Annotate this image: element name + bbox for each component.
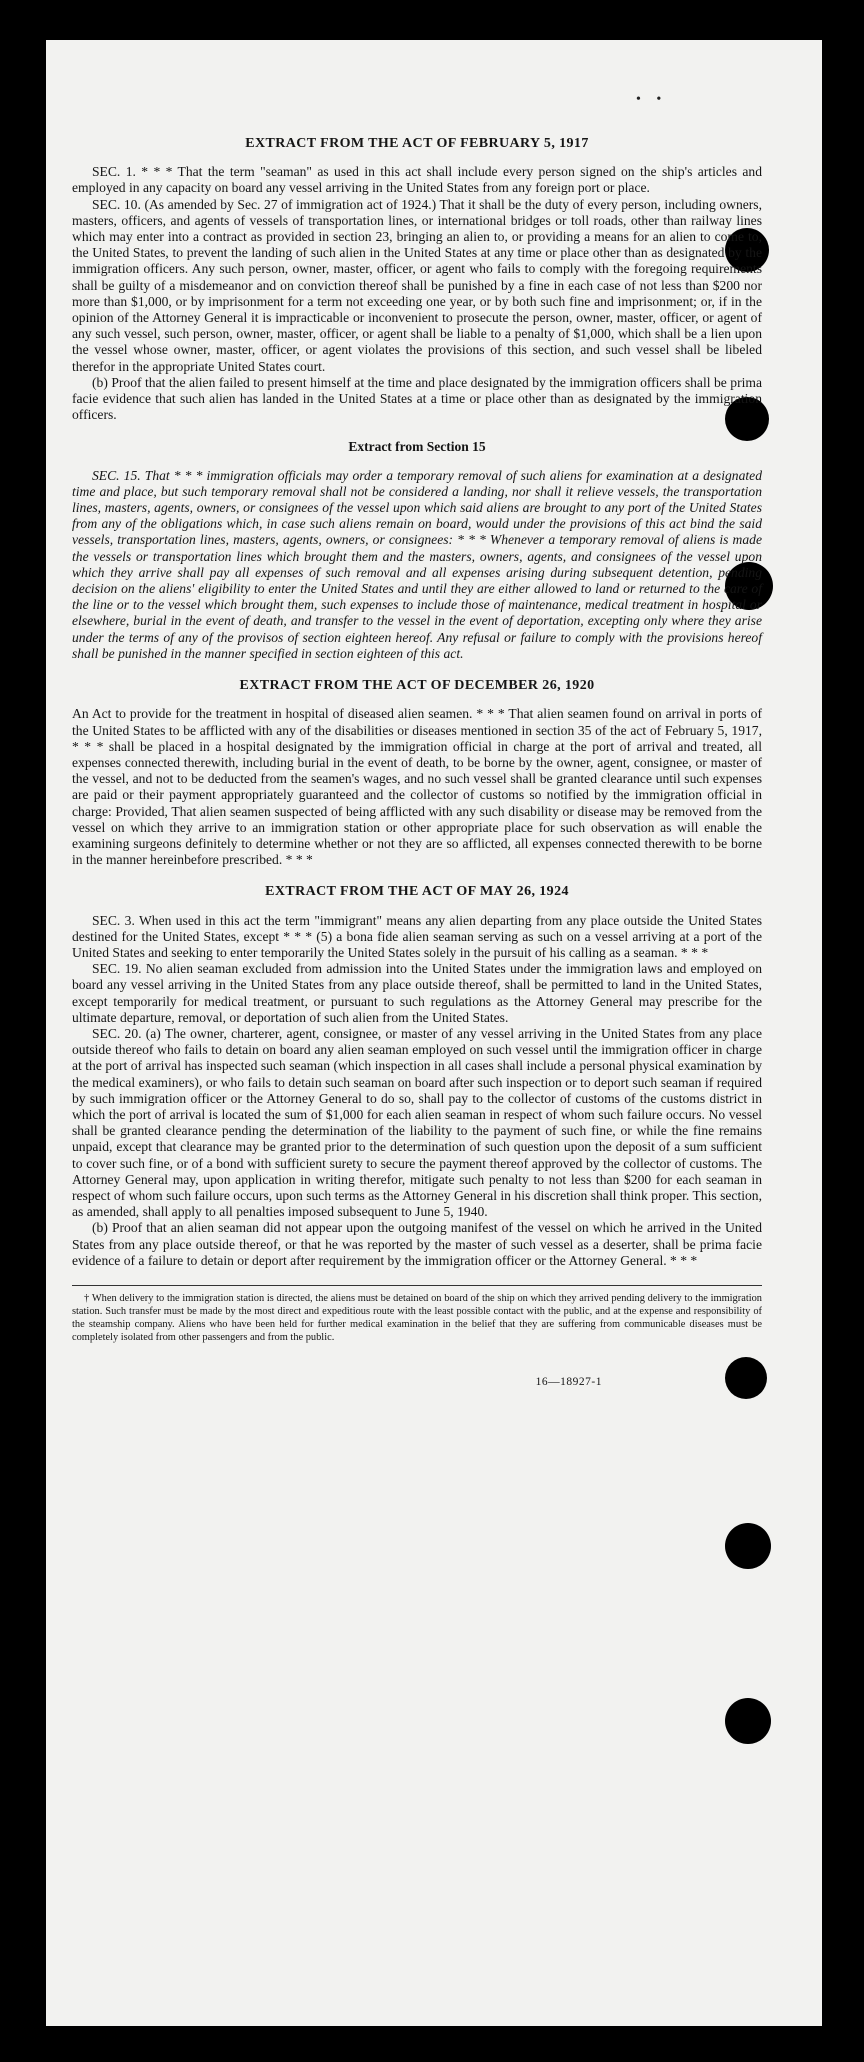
footnote-divider (72, 1285, 762, 1286)
act-1920-extract (72, 678, 762, 868)
sec-20b-paragraph: (b) Proof that an alien seaman did not appear upon the outgoing manifest of the vessel on which he arrived in the United States from any place outside thereof, or that he was reported by the master of such vessel as a deserter, shall be prima facie evidence of a failure to detain or deport after requirement by the immigration officer or the Attorney General. * * * (72, 1220, 762, 1268)
act-1920-heading: EXTRACT FROM THE ACT OF DECEMBER 26, 1920 (239, 678, 595, 694)
footnote-text: † When delivery to the immigration station is directed, the aliens must be detained on board of the ship on which they arrived pending delivery to the immigration station. Such transfer must be made by the most direct and expeditious route with the least possible contact with the public, and at the expense and responsibility of the steamship company. Aliens who have been held for further medical examination in the belief that they are suffering from communicable diseases must be completely isolated from other passengers and from the public. (72, 1293, 762, 1343)
document-page (46, 40, 822, 2026)
section-15-extract (72, 439, 762, 662)
act-1917-extract (72, 136, 762, 423)
punch-hole-6 (725, 1698, 771, 1744)
punch-hole-5 (725, 1523, 771, 1569)
sec-19-paragraph: SEC. 19. No alien seaman excluded from admission into the United States under the immigration laws and employed on board any vessel arriving in the United States from any place outside thereof, shall be permitted to land in the United States, except temporarily for medical treatment, or pursuant to such regulations as the Attorney General may prescribe for the ultimate departure, removal, or deportation of such alien from the United States. (72, 961, 762, 1025)
sec-1-paragraph: SEC. 1. * * * That the term "seaman" as used in this act shall include every person signed on the ship's articles and employed in any capacity on board any vessel arriving in the United States from any foreign port or place. (72, 164, 762, 196)
sec-10-paragraph: SEC. 10. (As amended by Sec. 27 of immigration act of 1924.) That it shall be the duty of every person, including owners, masters, officers, and agents of vessels of transportation lines, or international bridges or toll roads, other than railway lines which may enter into a contract as provided in section 23, bringing an alien to, or providing a means for an alien to come to, the United States, to prevent the landing of such alien in the United States at any time or place other than as designated by the immigration officers. Any such person, owner, master, officer, or agent who fails to comply with the foregoing requirements shall be guilty of a misdemeanor and on conviction thereof shall be punished by a fine in each case of not less than $200 nor more than $1,000, or by imprisonment for a term not exceeding one year, or by both such fine and imprisonment; or, if in the opinion of the Attorney General it is impracticable or inconvenient to prosecute the person, owner, master, officer, or agent of any such vessel, such person, owner, master, officer, or agent shall be liable to a penalty of $1,000, which shall be a lien upon the vessel whose owner, master, officer, or agent violates the provisions of this section, and such vessel shall be libeled therefor in the appropriate United States court. (72, 196, 762, 374)
document-body (72, 136, 762, 1390)
act-1920-paragraph: An Act to provide for the treatment in hospital of diseased alien seamen. * * * That alien seamen found on arrival in ports of the United States to be afflicted with any of the disabilities or diseases mentioned in section 35 of the act of February 5, 1917, * * * shall be placed in a hospital designated by the immigration official in charge at the port of arrival and treated, all expenses connected therewith, including burial in the event of death, to be borne by the owner, agent, consignee, or master of the vessel, and not to be deducted from the seamen's wages, and no such vessel shall be granted clearance until such expenses are paid or their payment appropriately guaranteed and the collector of customs so notified by the immigration official in charge: Provided, That alien seamen suspected of being afflicted with any such disability or disease may be removed from the vessel on which they arrive to an immigration station or other appropriate place for such observation as will enable the examining surgeons definitely to determine whether or not they are so afflicted, all expenses connected therewith to be borne in the manner hereinbefore prescribed. * * * (72, 706, 762, 868)
act-1917-heading: EXTRACT FROM THE ACT OF FEBRUARY 5, 1917 (245, 136, 589, 151)
act-1924-heading: EXTRACT FROM THE ACT OF MAY 26, 1924 (265, 884, 569, 900)
sec-10b-paragraph: (b) Proof that the alien failed to present himself at the time and place designated by the immigration officers shall be prima facie evidence that such alien has landed in the United States at a time or place other than as designated by the immigration officers. (72, 374, 762, 423)
footnote (72, 1292, 762, 1344)
act-1924-extract (72, 884, 762, 1269)
sec-20a-paragraph: SEC. 20. (a) The owner, charterer, agent, consignee, or master of any vessel arriving in the United States from any place outside thereof who fails to detain on board any alien seaman employed on such vessel until the immigration officer in charge at the port of arrival has inspected such seaman (which inspection in all cases shall include a personal physical examination by the medical examiners), or who fails to detain such seaman on board after such inspection or to deport such seaman if required by such immigration officer or the Attorney General to do so, shall pay to the collector of customs of the customs district in which the port of arrival is located the sum of $1,000 for each alien seaman in respect of whom such failure occurs. No vessel shall be granted clearance pending the determination of the liability to the payment of such fine, or while the fine remains unpaid, except that clearance may be granted prior to the determination of such question upon the deposit of a sum sufficient to cover such fine, or of a bond with sufficient surety to secure the payment thereof approved by the collector of customs. The Attorney General may, upon application in writing therefor, mitigate such penalty to not less than $200 for each seaman in respect of whom such failure occurs, upon such terms as the Attorney General in his discretion shall think proper. This section, as amended, shall apply to all penalties imposed subsequent to June 5, 1940. (72, 1025, 762, 1220)
sec-3-paragraph: SEC. 3. When used in this act the term "immigrant" means any alien departing from any place outside the United States destined for the United States, except * * * (5) a bona fide alien seaman serving as such on a vessel arriving at a port of the United States and seeking to enter temporarily the United States solely in the pursuit of his calling as a seaman. * * * (72, 912, 762, 960)
header-marks: • • (636, 92, 668, 107)
sec-15-paragraph: SEC. 15. That * * * immigration officials may order a temporary removal of such aliens for examination at a designated time and place, but such temporary removal shall not be considered a landing, nor shall it relieve vessels, the transportation lines, masters, agents, owners, or consignees of the vessel upon which said aliens are brought to any port of the United States from any of the obligations which, in case such aliens remain on board, would under the provisions of this act bind the said vessels, transportation lines, masters, agents, owners, or consignees: * * * Whenever a temporary removal of aliens is made the vessels or transportation lines which brought them and the masters, owners, agents, and consignees of the vessel upon which they arrive shall pay all expenses of such removal and all expenses arising during subsequent detention, pending decision on the aliens' eligibility to enter the United States and until they are either allowed to land or returned to the care of the line or to the vessel which brought them, such expenses to include those of maintenance, medical treatment in hospital or elsewhere, burial in the event of death, and transfer to the vessel in the event of deportation, excepting only where they arise under the terms of any of the provisos of section eighteen hereof. Any refusal or failure to comply with the provisions hereof shall be punished in the manner specified in section eighteen of this act. (72, 467, 762, 661)
form-number: 16—18927-1 (535, 1376, 602, 1388)
section-15-heading: Extract from Section 15 (348, 439, 486, 455)
